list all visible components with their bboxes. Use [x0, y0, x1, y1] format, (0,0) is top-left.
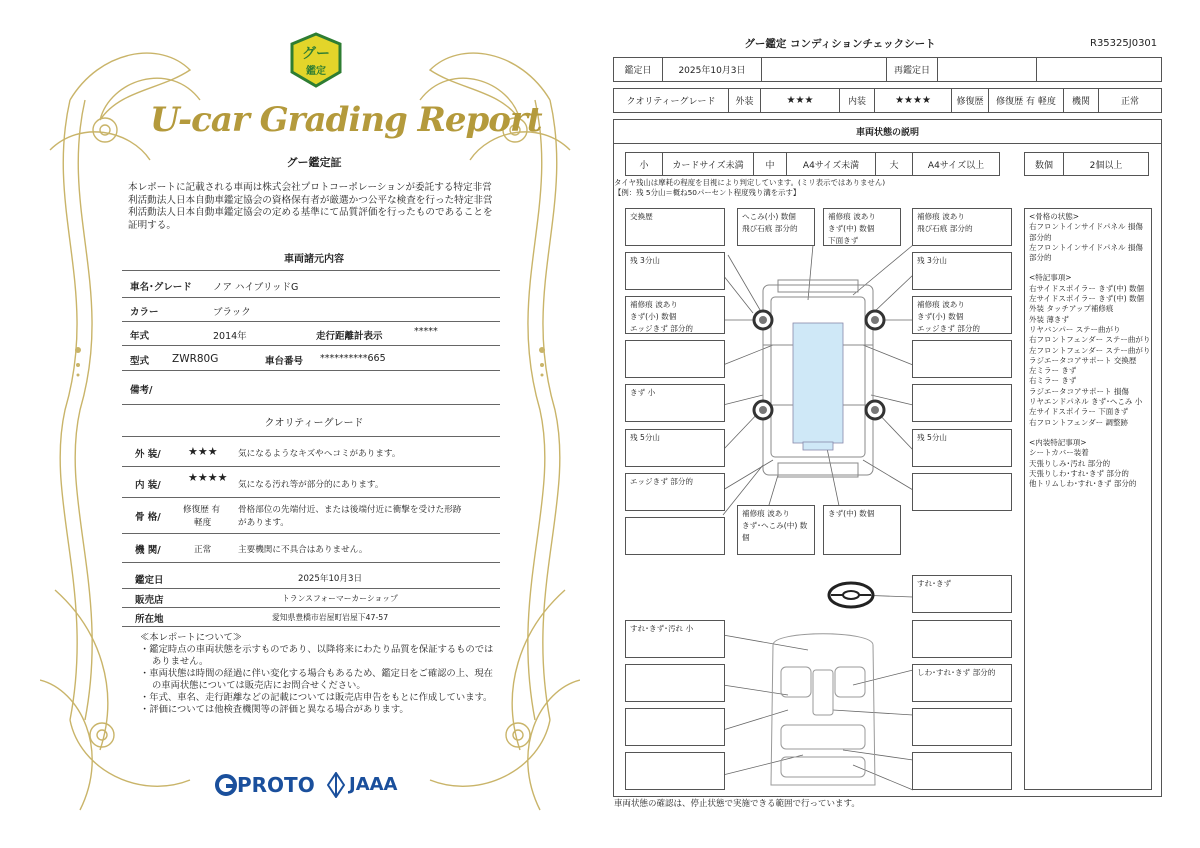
exterior-desc: 気になるようなキズやヘコミがあります。 — [238, 449, 401, 459]
damage-box-exchange: 交換歴 — [625, 208, 725, 246]
frame-value-2: 軽度 — [194, 518, 212, 528]
chassis-label: 車台番号 — [265, 356, 304, 367]
damage-box-empty — [912, 340, 1012, 378]
damage-box-top-3 — [912, 208, 1012, 246]
divider — [122, 436, 500, 437]
divider — [122, 562, 500, 563]
damage-box-steering: すれ･きず — [912, 575, 1012, 613]
chassis-value: **********665 — [320, 353, 386, 364]
damage-box-tire-rl: 残 5分山 — [625, 429, 725, 467]
interior-desc: 気になる汚れ等が部分的にあります。 — [238, 480, 384, 490]
damage-box-top-1 — [737, 208, 815, 246]
notes-title: ≪本レポートについて≫ — [140, 632, 243, 643]
report-notes — [140, 632, 500, 716]
int-label-cell: 内装 — [839, 88, 875, 113]
damage-line: へこみ(小) 数個 — [742, 212, 796, 221]
comment-line: 右サイドスポイラー きず(中) 数個 — [1029, 283, 1145, 293]
tire-note-example: 【例：残 5分山＝概ね50パーセント程度残り溝を示す】 — [614, 188, 801, 197]
divider — [122, 533, 500, 534]
date-label-cell: 鑑定日 — [613, 57, 663, 82]
damage-line: 補修痕 波あり — [917, 300, 965, 309]
legend-key-several: 数個 — [1024, 152, 1064, 176]
divider — [122, 297, 500, 298]
damage-line: エッジきず 部分的 — [917, 324, 981, 333]
ext-value-cell: ★★★ — [760, 88, 840, 113]
color-label: カラー — [130, 307, 159, 318]
name-value: ノア ハイブリッドG — [213, 282, 299, 293]
int-value-cell: ★★★★ — [874, 88, 952, 113]
goo-kantei-badge-logo — [288, 32, 344, 88]
comment-line: 他トリムしわ･すれ･きず 部分的 — [1029, 479, 1137, 489]
damage-box-bottom-2: きず(中) 数個 — [823, 505, 901, 555]
divider — [122, 270, 500, 271]
engine-desc: 主要機関に不具合はありません。 — [238, 545, 368, 555]
frame-label: 骨 格/ — [135, 512, 161, 523]
specs-heading: 車両諸元内容 — [284, 254, 344, 265]
comment-line: <骨格の状態> — [1029, 212, 1080, 221]
reference-number: R35325J0301 — [1090, 38, 1158, 49]
footer-logos — [215, 770, 415, 800]
damage-line: 補修痕 波あり — [917, 212, 965, 221]
damage-line: 補修痕 波あり — [828, 212, 876, 221]
damage-box-empty — [912, 752, 1012, 790]
damage-box-left-6: エッジきず 部分的 — [625, 473, 725, 511]
jaaa-logo-icon — [327, 772, 345, 798]
comment-line: 部分的 — [1029, 253, 1052, 263]
dealer-value: トランスフォーマーカーショップ — [282, 594, 398, 603]
comment-line: リヤバンパー ステー曲がり — [1029, 324, 1121, 334]
address-value: 愛知県豊橋市岩屋町岩屋下47-57 — [272, 613, 389, 622]
damage-box-empty — [912, 473, 1012, 511]
damage-box-top-2 — [823, 208, 901, 246]
comment-line: 左フロントフェンダー ステー曲がり — [1029, 345, 1151, 355]
date-label: 鑑定日 — [135, 575, 164, 586]
tire-note — [614, 178, 885, 198]
report-script-title: U-car Grading Report — [150, 100, 542, 140]
damage-box-tire-rr: 残 5分山 — [912, 429, 1012, 467]
divider — [122, 404, 500, 405]
damage-line: きず(小) 数個 — [917, 312, 964, 321]
exterior-stars: ★★★ — [188, 445, 218, 458]
name-label: 車名･グレード — [130, 282, 192, 293]
divider — [122, 497, 500, 498]
legend-desc-several: 2個以上 — [1063, 152, 1149, 176]
comment-line: ラジエータコアサポート 交換歴 — [1029, 355, 1137, 365]
empty-cell — [1036, 57, 1162, 82]
repair-label-cell: 修復歴 — [951, 88, 989, 113]
color-value: ブラック — [213, 307, 251, 318]
comment-line: 天張りしわ･すれ･きず 部分的 — [1029, 468, 1129, 478]
comment-line: 外装 薄きず — [1029, 314, 1069, 324]
divider — [122, 626, 500, 627]
mileage-value: ***** — [414, 326, 438, 337]
comment-line: 右フロントインサイドパネル 損傷 — [1029, 222, 1143, 232]
svg-text:グー: グー — [302, 46, 330, 62]
model-label: 型式 — [130, 356, 150, 367]
model-value: ZWR80G — [172, 353, 219, 365]
interior-stars: ★★★★ — [188, 471, 228, 484]
comment-line: 右ミラー きず — [1029, 376, 1077, 386]
date-value: 2025年10月3日 — [298, 574, 363, 584]
comment-line: <内装特記事項> — [1029, 437, 1087, 447]
damage-box-tire-fl: 残 3分山 — [625, 252, 725, 290]
redate-value-cell — [937, 57, 1037, 82]
comment-line: <特記事項> — [1029, 273, 1072, 283]
comment-line: 天張りしみ･汚れ 部分的 — [1029, 458, 1111, 468]
comment-line: リヤエンドパネル きず･へこみ 小 — [1029, 397, 1143, 407]
frame-value-1: 修復歴 有 — [183, 505, 221, 515]
damage-line: 補修痕 波あり — [742, 509, 790, 518]
tire-note-line: タイヤ残山は摩耗の程度を目視により判定しています。(ミリ表示ではありません) — [614, 178, 886, 187]
certificate-intro: 本レポートに記載される車両は株式会社プロトコーポレーションが委託する特定非営利活動法人日本自動車鑑定協会の資格保有者が厳選かつ公平な検査を行った特定非営利活動法人日本自動車鑑定協会の定める基準にて品質評価を行ったものであることを証明する。 — [128, 182, 493, 231]
grade-label-cell: クオリティーグレード — [613, 88, 729, 113]
legend-key-large: 大 — [875, 152, 913, 176]
remarks-label: 備考/ — [130, 385, 153, 396]
date-value-cell: 2025年10月3日 — [662, 57, 762, 82]
note-item: ・車両状態は時間の経過に伴い変化する場合もあるため、鑑定日をご確認の上、現在の車両状態については販売店にお問合せください。 — [140, 668, 493, 691]
empty-cell — [761, 57, 887, 82]
dealer-label: 販売店 — [135, 595, 164, 606]
engine-value: 正常 — [194, 545, 212, 555]
steering-wheel-icon — [829, 583, 873, 607]
comment-line: 外装 タッチアップ補修痕 — [1029, 304, 1114, 314]
redate-label-cell: 再鑑定日 — [886, 57, 938, 82]
interior-label: 内 装/ — [135, 480, 161, 491]
mileage-label: 走行距離計表示 — [316, 331, 383, 342]
damage-box-right-2 — [912, 296, 1012, 334]
divider — [122, 588, 500, 589]
note-item: ・鑑定時点の車両状態を示すものであり、以降将来にわたり品質を保証するものではありません。 — [140, 644, 494, 667]
engine-value-cell: 正常 — [1098, 88, 1162, 113]
divider — [122, 607, 500, 608]
footer-note: 車両状態の確認は、停止状態で実施できる範囲で行っています。 — [614, 799, 860, 809]
address-label: 所在地 — [135, 614, 164, 625]
damage-box-empty — [912, 384, 1012, 422]
damage-line: 下面きず — [828, 236, 859, 245]
damage-box-empty — [625, 517, 725, 555]
exterior-label: 外 装/ — [135, 449, 161, 460]
engine-label-cell: 機関 — [1063, 88, 1099, 113]
comment-line: 左サイドスポイラー 下面きず — [1029, 407, 1129, 417]
repair-value-cell: 修復歴 有 軽度 — [988, 88, 1064, 113]
damage-line: 飛び石痕 部分的 — [742, 224, 798, 233]
damage-box-empty — [912, 620, 1012, 658]
comment-line: 右フロントフェンダー ステー曲がり — [1029, 335, 1151, 345]
legend-key-small: 小 — [625, 152, 663, 176]
legend-desc-medium: A4サイズ未満 — [786, 152, 876, 176]
divider — [122, 466, 500, 467]
frame-desc-1: 骨格部位の先端付近、または後端付近に衝撃を受けた形跡 — [238, 505, 462, 515]
certificate-heading: グー鑑定証 — [286, 156, 342, 169]
damage-box-left-2 — [625, 296, 725, 334]
legend-desc-small: カードサイズ未満 — [662, 152, 754, 176]
note-item: ・評価については他検査機関等の評価と異なる場合があります。 — [140, 704, 409, 715]
damage-box-empty — [625, 752, 725, 790]
jaaa-logo-text: JAAA — [349, 774, 398, 795]
note-item: ・年式、車名、走行距離などの記載については販売店申告をもとに作成しています。 — [140, 692, 493, 703]
damage-box-bottom-1 — [737, 505, 815, 555]
damage-line: 補修痕 波あり — [630, 300, 678, 309]
comment-spacer — [1029, 263, 1147, 273]
proto-logo-icon — [215, 774, 237, 796]
damage-box-empty — [912, 708, 1012, 746]
legend-desc-large: A4サイズ以上 — [912, 152, 1000, 176]
divider — [122, 345, 500, 346]
damage-line: きず(中) 数個 — [828, 224, 875, 233]
year-value: 2014年 — [213, 331, 247, 342]
legend-key-medium: 中 — [753, 152, 787, 176]
proto-logo-text: PROTO — [237, 773, 315, 797]
damage-line: エッジきず 部分的 — [630, 324, 694, 333]
comment-line: 右フロントフェンダー 調整跡 — [1029, 417, 1128, 427]
damage-box-empty — [625, 340, 725, 378]
year-label: 年式 — [130, 331, 150, 342]
frame-desc-2: があります。 — [238, 518, 289, 528]
comment-line: 左サイドスポイラー きず(中) 数個 — [1029, 294, 1145, 304]
divider — [122, 370, 500, 371]
sheet-title: グー鑑定 コンディションチェックシート — [744, 38, 936, 50]
damage-line: きず･へこみ(中) 数個 — [742, 521, 808, 542]
damage-box-seat-right: しわ･すれ･きず 部分的 — [912, 664, 1012, 702]
svg-text:鑑定: 鑑定 — [306, 66, 326, 77]
damage-line: きず(小) 数個 — [630, 312, 677, 321]
condition-comments — [1024, 208, 1152, 790]
damage-box-seat-left: すれ･きず･汚れ 小 — [625, 620, 725, 658]
comment-line: ラジエータコアサポート 損傷 — [1029, 386, 1129, 396]
legend-title: 車両状態の説明 — [613, 119, 1162, 144]
damage-box-left-4: きず 小 — [625, 384, 725, 422]
damage-line: 飛び石痕 部分的 — [917, 224, 973, 233]
divider — [122, 321, 500, 322]
damage-box-tire-fr: 残 3分山 — [912, 252, 1012, 290]
damage-box-empty — [625, 664, 725, 702]
comment-line: 左ミラー きず — [1029, 366, 1077, 376]
comment-spacer — [1029, 428, 1147, 438]
comment-line: 部分的 — [1029, 232, 1052, 242]
comment-line: シートカバー装着 — [1029, 448, 1089, 458]
ext-label-cell: 外装 — [728, 88, 761, 113]
quality-heading: クオリティーグレード — [264, 418, 364, 429]
engine-label: 機 関/ — [135, 545, 161, 556]
damage-box-empty — [625, 708, 725, 746]
comment-line: 左フロントインサイドパネル 損傷 — [1029, 242, 1143, 252]
